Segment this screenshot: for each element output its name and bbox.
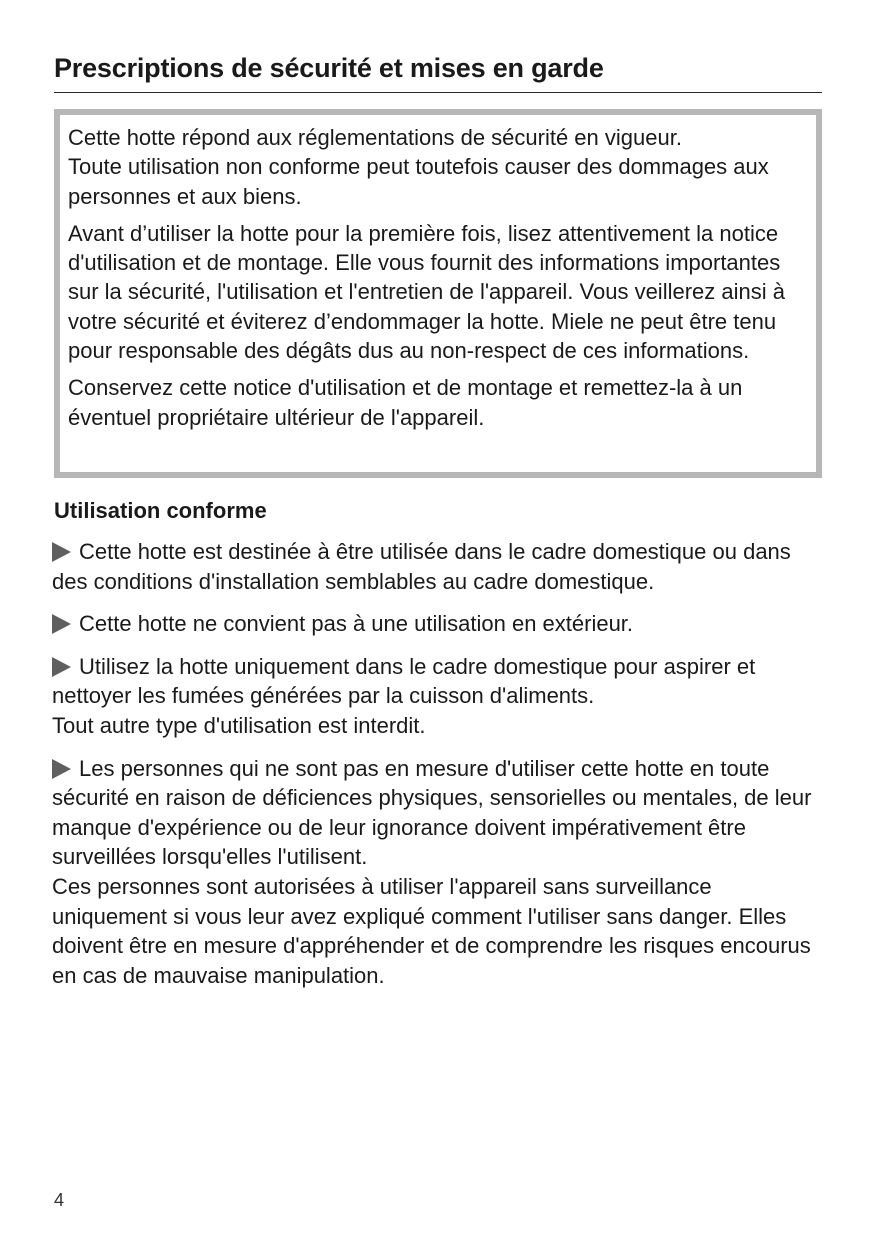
play-arrow-icon <box>52 657 71 677</box>
title-divider <box>54 92 822 93</box>
page-title: Prescriptions de sécurité et mises en garde <box>54 53 604 83</box>
usage-list <box>52 537 827 1003</box>
page-number: 4 <box>54 1190 65 1210</box>
play-arrow-icon <box>52 542 71 562</box>
notice-paragraph-read-manual: Avant d’utiliser la hotte pour la première fois, lisez attentivement la notice d'utilisation et de montage. Elle vous fournit des informations importantes sur la sécurité, l'utilisation et l'entretien de l'appareil. Vous veillerez ainsi à votre sécurité et éviterez d’endommager la hotte. Miele ne peut être tenu pour responsable des dégâts dus au non-respect de ces informations. <box>68 220 785 364</box>
section-heading: Utilisation conforme <box>54 498 267 523</box>
list-item-text: Cette hotte est destinée à être utilisée dans le cadre domestique ou dans des conditions d'installation semblables au cadre domestique. <box>52 539 791 594</box>
list-item-text: Les personnes qui ne sont pas en mesure d'utiliser cette hotte en toute sécurité en raison de déficiences physiques, sensorielles ou mentales, de leur manque d'expérience ou de leur ignorance doivent impérativement être surveillées lorsqu'elles l'utilisent. Ces personnes sont autorisées à utiliser l'appareil sans surveillance uniquement si vous leur avez expliqué comment l'utiliser sans danger. Elles doivent être en mesure d'appréhender et de comprendre les risques encourus en cas de mauvaise manipulation. <box>52 755 812 988</box>
list-item-text: Utilisez la hotte uniquement dans le cadre domestique pour aspirer et nettoyer les fumées générées par la cuisson d'aliments. Tout autre type d'utilisation est interdit. <box>52 653 756 738</box>
notice-paragraph-keep-manual: Conservez cette notice d'utilisation et de montage et remettez-la à un éventuel propriétaire ultérieur de l'appareil. <box>68 375 743 430</box>
play-arrow-icon <box>52 759 71 779</box>
list-item-text: Cette hotte ne convient pas à une utilisation en extérieur. <box>79 611 634 637</box>
list-item <box>52 754 827 991</box>
list-item <box>52 652 827 741</box>
notice-paragraph-regulations: Cette hotte répond aux réglementations de sécurité en vigueur. Toute utilisation non conforme peut toutefois causer des dommages aux personnes et aux biens. <box>68 125 769 209</box>
safety-notice-box <box>54 109 822 478</box>
play-arrow-icon <box>52 614 71 634</box>
list-item <box>52 609 827 639</box>
list-item <box>52 537 827 596</box>
